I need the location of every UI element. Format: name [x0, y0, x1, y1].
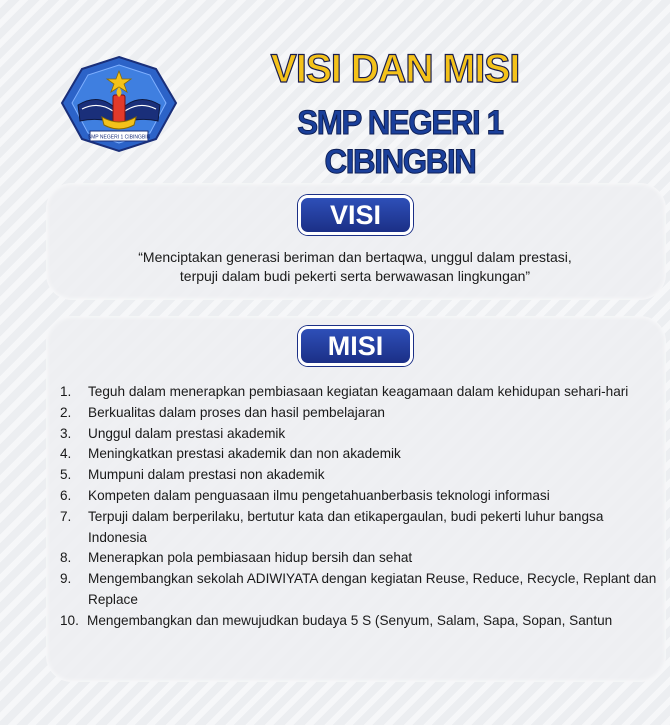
list-item-text: Mengembangkan dan mewujudkan budaya 5 S (Senyum, Salam, Sapa, Sopan, Santun [87, 612, 613, 628]
list-item-text: Meningkatkan prestasi akademik dan non akademik [88, 446, 401, 462]
list-item-text: Teguh dalam menerapkan pembiasaan kegiatan keagamaan dalam kehidupan sehari-hari [88, 384, 629, 399]
list-item-number: 4. [60, 446, 72, 462]
list-item-text: Terpuji dalam berperilaku, bertutur kata dan etikapergaulan, budi pekerti luhur bangsa Indonesia [88, 508, 604, 545]
visi-line-1: “Menciptakan generasi beriman dan bertaqwa, unggul dalam prestasi, [138, 249, 572, 265]
list-item-text: Unggul dalam prestasi akademik [88, 425, 286, 441]
misi-list [60, 382, 660, 632]
list-item-number: 7. [60, 508, 72, 524]
visi-statement [100, 248, 610, 286]
list-item [60, 486, 660, 507]
list-item [60, 507, 660, 549]
list-item [60, 548, 660, 569]
list-item-number: 9. [60, 571, 72, 587]
svg-text:SMP NEGERI 1 CIBINGBIN: SMP NEGERI 1 CIBINGBIN [87, 134, 151, 141]
list-item-number: 8. [60, 550, 72, 566]
list-item-text: Berkualitas dalam proses dan hasil pembelajaran [88, 404, 385, 420]
list-item-number: 3. [60, 425, 72, 441]
list-item-number: 10. [60, 612, 79, 628]
list-item-text: Kompeten dalam penguasaan ilmu pengetahuanberbasis teknologi informasi [88, 487, 550, 503]
list-item [60, 569, 660, 611]
list-item-text: Mumpuni dalam prestasi non akademik [88, 467, 325, 483]
page-title: VISI DAN MISI [270, 47, 520, 91]
list-item [60, 424, 660, 445]
list-item [60, 611, 660, 632]
list-item [60, 465, 660, 486]
list-item [60, 403, 660, 424]
list-item [60, 382, 660, 403]
school-logo [58, 55, 180, 155]
list-item-number: 6. [60, 487, 72, 503]
visi-line-2: terpuji dalam budi pekerti serta berwawasan lingkungan” [179, 268, 531, 284]
list-item-number: 5. [60, 467, 72, 483]
list-item-number: 2. [60, 404, 72, 420]
list-item-text: Menerapkan pola pembiasaan hidup bersih dan sehat [88, 550, 413, 566]
list-item [60, 444, 660, 465]
visi-heading: VISI [298, 195, 413, 235]
list-item-number: 1. [60, 384, 72, 399]
school-name: SMP NEGERI 1 CIBINGBIN [297, 104, 503, 181]
list-item-text: Mengembangkan sekolah ADIWIYATA dengan kegiatan Reuse, Reduce, Recycle, Replant dan Replace [88, 571, 657, 607]
misi-heading: MISI [298, 326, 413, 366]
